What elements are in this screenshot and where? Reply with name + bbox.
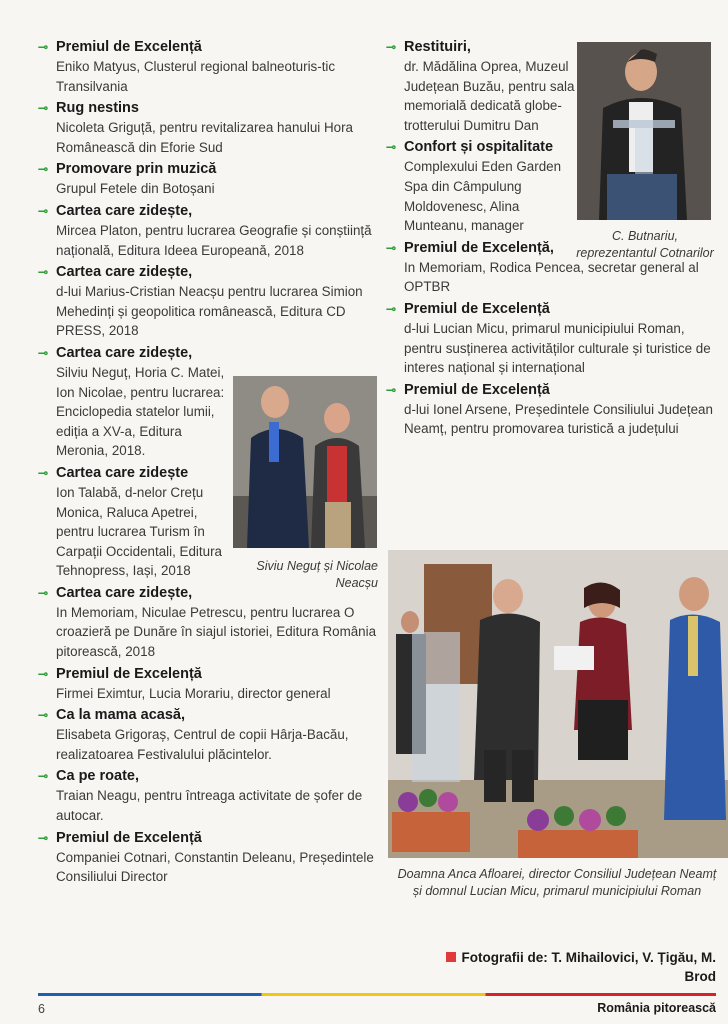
award-title-text: Premiul de Excelență — [404, 381, 550, 398]
bullet-arrow-icon: ⊸ — [38, 345, 49, 360]
bullet-arrow-icon: ⊸ — [38, 40, 49, 54]
award-entry — [38, 706, 378, 764]
award-description: Nicoleta Griguță, pentru revitalizarea hanului Hora Românească din Eforie Sud — [56, 120, 353, 155]
photo3-caption: Doamna Anca Afloarei, director Consiliul Județean Neamț și domnul Lucian Micu, primarul municipiului Roman — [397, 867, 717, 898]
award-entry — [38, 767, 378, 825]
award-entry — [386, 300, 716, 378]
award-description: Companiei Cotnari, Constantin Deleanu, Președintele Consiliului Director — [56, 849, 374, 885]
award-title-text: Cartea care zidește — [56, 464, 189, 481]
award-entry — [38, 38, 378, 96]
bullet-arrow-icon: ⊸ — [38, 708, 49, 723]
bullet-arrow-icon: ⊸ — [38, 101, 49, 116]
award-title-text: Ca la mama acasă, — [56, 707, 185, 724]
award-title-text: Cartea care zidește, — [56, 344, 193, 361]
award-title — [38, 665, 378, 684]
bullet-arrow-icon: ⊸ — [38, 830, 49, 845]
award-title-text: Rug nestins — [56, 100, 139, 117]
award-title-text: Ca pe roate, — [56, 768, 139, 785]
photo-illustration — [577, 42, 711, 220]
award-title-text: Promovare prin muzică — [56, 161, 217, 178]
award-title-text: Premiul de Excelență — [56, 39, 202, 55]
photo1-caption: Siviu Neguț și Nicolae Neacșu — [256, 559, 378, 590]
award-title — [386, 300, 716, 319]
award-title — [38, 160, 378, 179]
photo-credits-text: Fotografii de: T. Mihailovici, V. Țigău, M. Brod — [461, 950, 716, 984]
footer-tricolor-line — [38, 993, 716, 996]
award-title-text: Cartea care zidește, — [56, 264, 193, 281]
award-description: d-lui Lucian Micu, primarul municipiului Roman, pentru susținerea activităților culturale și turistice de interes național și internațional — [404, 320, 711, 376]
award-description: Elisabeta Grigoraș, Centrul de copii Hârja-Bacău, realizatoarea Festivalului plăcintelor. — [56, 727, 349, 762]
award-entry — [386, 381, 716, 439]
award-title-text: Cartea care zidește, — [56, 584, 193, 601]
award-description: Complexului Eden Garden Spa din Câmpulung Moldovenesc, Alina Munteanu, manager — [404, 159, 562, 234]
award-title — [38, 767, 378, 786]
award-description: dr. Mădălina Oprea, Muzeul Județean Buzău, pentru sala memorială dedicată globe-trotterului Dumitru Dan — [404, 59, 575, 133]
award-description: In Memoriam, Rodica Pencea, secretar general al OPTBR — [404, 259, 699, 295]
award-description: Eniko Matyus, Clusterul regional balneoturis-tic Transilvania — [56, 59, 336, 94]
award-entry — [38, 202, 378, 260]
award-title — [38, 202, 378, 221]
bullet-arrow-icon: ⊸ — [38, 203, 49, 218]
award-title-text: Cartea care zidește, — [56, 202, 193, 219]
award-description: Silviu Neguț, Horia C. Matei, Ion Nicolae, pentru lucrarea: Enciclopedia statelor lumii, ediția a XV-a, Editura Meronia, 2018. — [56, 364, 225, 459]
award-description: In Memoriam, Niculae Petrescu, pentru lucrarea O croazieră pe Dunăre în siajul istoriei, Editura România pitorească, 2018 — [56, 604, 377, 660]
red-square-icon — [446, 952, 456, 962]
award-description: d-lui Marius-Cristian Neacșu pentru lucrarea Simion Mehedinți și geopolitica românească, Editura CD PRESS, 2018 — [56, 284, 363, 339]
award-entry — [38, 99, 378, 157]
award-title — [38, 706, 378, 725]
bullet-arrow-icon: ⊸ — [38, 465, 49, 480]
bullet-arrow-icon: ⊸ — [386, 140, 397, 155]
bullet-arrow-icon: ⊸ — [38, 585, 49, 600]
award-entry — [38, 665, 378, 704]
award-title — [38, 263, 378, 282]
award-title — [38, 829, 378, 848]
bullet-arrow-icon: ⊸ — [386, 240, 397, 255]
award-description: Mircea Platon, pentru lucrarea Geografie și conștiință națională, Editura Ideea Europeană, 2018 — [56, 222, 372, 258]
award-description: Ion Talabă, d-nelor Crețu Monica, Raluca Apetrei, pentru lucrarea Turism în Carpații Occidentali, Editura Tehnopress, Iași, 2018 — [56, 484, 222, 579]
photo-siviu-negut-nicolae-neacsu — [233, 376, 377, 548]
bullet-arrow-icon: ⊸ — [38, 162, 49, 177]
award-title — [38, 38, 378, 57]
award-title — [38, 344, 378, 363]
award-title-text: Premiul de Excelență — [56, 665, 202, 682]
award-description: Firmei Eximtur, Lucia Morariu, director general — [56, 685, 331, 701]
bullet-arrow-icon: ⊸ — [38, 265, 49, 280]
photo-illustration — [233, 376, 377, 548]
award-entry — [38, 160, 378, 199]
bullet-arrow-icon: ⊸ — [38, 666, 49, 681]
award-description: Traian Neagu, pentru întreaga activitate de șofer de autocar. — [56, 788, 363, 824]
bullet-arrow-icon: ⊸ — [38, 769, 49, 784]
award-entry — [38, 584, 378, 662]
award-title — [386, 381, 716, 400]
award-entry — [38, 263, 378, 341]
photo-award-ceremony — [388, 550, 728, 858]
award-entry — [38, 829, 378, 887]
award-title-text: Premiul de Excelență — [56, 829, 202, 846]
photo2-caption: C. Butnariu, reprezentantul Cotnarilor — [576, 229, 714, 260]
award-description: d-lui Ionel Arsene, Președintele Consiliului Județean Neamț, pentru promovarea turistică a județului — [404, 401, 713, 437]
bullet-arrow-icon: ⊸ — [386, 382, 397, 397]
magazine-name: România pitorească — [597, 1001, 716, 1015]
award-title-text: Premiul de Excelență — [404, 300, 550, 317]
award-description: Grupul Fetele din Botoșani — [56, 181, 215, 197]
award-title-text: Confort și ospitalitate — [404, 139, 554, 156]
award-title — [38, 99, 378, 118]
award-title-text: Restituiri, — [404, 39, 471, 55]
photo-c-butnariu — [577, 42, 711, 220]
photo-illustration — [388, 550, 728, 858]
photo-credits — [440, 948, 716, 986]
bullet-arrow-icon: ⊸ — [386, 301, 397, 316]
bullet-arrow-icon: ⊸ — [386, 40, 397, 54]
page-number: 6 — [38, 1002, 45, 1016]
award-title-text: Premiul de Excelență, — [404, 239, 554, 256]
